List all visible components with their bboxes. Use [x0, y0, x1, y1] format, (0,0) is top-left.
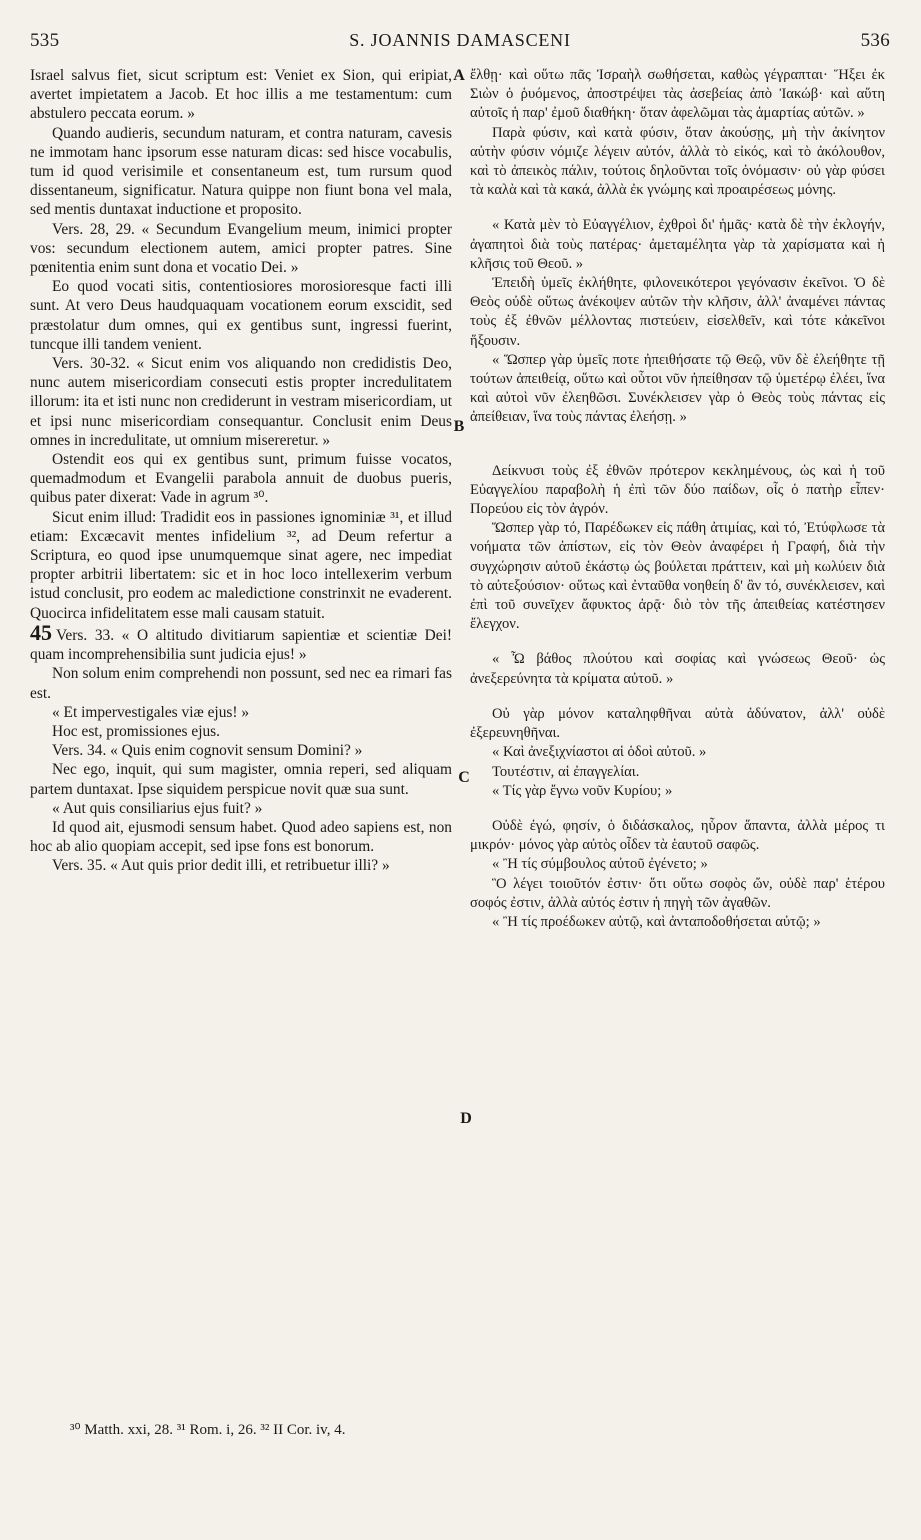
latin-paragraph: Non solum enim comprehendi non possunt, sed nec ea rimari fas est. [30, 665, 452, 702]
latin-paragraph: Vers. 30-32. « Sicut enim vos aliquando non credidistis Deo, nunc autem misericordiam consecuti estis propter incredulitatem illorum: ita et isti nunc non crediderunt in vestram misericordiam, ut et ipsi nunc misericordiam consequantur. Conclusit enim Deus omnes in incredulitate, ut omnium misereretur. » [30, 355, 452, 449]
latin-paragraph: « Et impervestigales viæ ejus! » [52, 703, 250, 721]
greek-paragraph: « Καὶ ἀνεξιχνίαστοι αἱ ὁδοὶ αὐτοῦ. » [492, 744, 707, 761]
greek-paragraph: Οὐδὲ ἐγώ, φησίν, ὁ διδάσκαλος, ηὗρον ἅπαντα, ἀλλὰ μέρος τι μικρόν· μόνος γὰρ αὐτὸς οἶδεν τὰ ἑαυτοῦ σαφῶς. [470, 817, 885, 854]
greek-paragraph: « Ἢ τίς προέδωκεν αὐτῷ, καὶ ἀνταποδοθήσεται αὐτῷ; » [492, 913, 821, 930]
section-letter-b: B [453, 418, 465, 435]
greek-paragraph: Ἐπειδὴ ὑμεῖς ἐκλήθητε, φιλονεικότεροι γεγόνασιν ἐκεῖνοι. Ὁ δὲ Θεὸς οὐδὲ οὕτως ἀνέκοψεν αὐτῶν τὴν κλῆσιν, ἀλλ' ἀναμένει πάντας τοὺς ἐξ ἐθνῶν μέλλοντας πιστεύειν, εἰσελθεῖν, καὶ τότε κἀκεῖνοι ἥξουσιν. [470, 275, 885, 349]
latin-paragraph: Hoc est, promissiones ejus. [52, 722, 220, 740]
footnotes: ³⁰ Matth. xxi, 28. ³¹ Rom. i, 26. ³² II Cor. iv, 4. [70, 1422, 346, 1438]
greek-paragraph: « Ἢ τίς σύμβουλος αὐτοῦ ἐγένετο; » [492, 856, 708, 873]
page-title: S. JOANNIS DAMASCENI [349, 30, 571, 50]
page-header [30, 30, 890, 60]
page-number-right: 536 [860, 30, 890, 51]
latin-paragraph-numbered [30, 619, 452, 664]
greek-paragraph: Παρὰ φύσιν, καὶ κατὰ φύσιν, ὅταν ἀκούσῃς, μὴ τὴν ἀκίνητον αὐτὴν φύσιν νόμιζε λέγειν αὐτόν, ἀλλὰ τὸ εἰκός, καὶ τὸ ἀκόλουθον, καὶ τὸ ἀπεικὸς πάλιν, τούτοις δηλοῦνται τοῖς ὀνόμασιν· οὐ γὰρ φύσει τὰ καλὰ καὶ τὰ κακά, ἀλλὰ ἐκ γνώμης καὶ προαιρέσεως μόνης. [470, 124, 885, 199]
greek-paragraph: Δείκνυσι τοὺς ἐξ ἐθνῶν πρότερον κεκλημένους, ὡς καὶ ἡ τοῦ Εὐαγγελίου παραβολὴ ἡ ἐπὶ τῶν δύο παίδων, οἷς ὁ πατὴρ εἶπεν· Πορεύου εἰς τὸν ἀγρόν. [470, 462, 885, 518]
latin-paragraph: Israel salvus fiet, sicut scriptum est: Veniet ex Sion, qui eripiat, avertet impietatem a Jacob. Et hoc illis a me testamentum: cum abstulero peccata eorum. » [30, 67, 452, 123]
page-number-left: 535 [30, 30, 60, 51]
latin-paragraph: Id quod ait, ejusmodi sensum habet. Quod adeo sapiens est, non hoc ab alio quopiam accepit, sed ipse fons est bonorum. [30, 818, 452, 856]
latin-column [30, 66, 452, 876]
latin-paragraph: Vers. 35. « Aut quis prior dedit illi, et retribuetur illi? » [52, 857, 390, 875]
latin-paragraph: Quando audieris, secundum naturam, et contra naturam, cavesis ne immotam hanc ipsorum esse naturam dicas: sed hisce vocabulis, tum id quod verisimile et consentaneum est, tum rursum quod dissentaneum, significatur. Natura quippe non fiunt bona vel mala, sed mentis duntaxat inductione et proposito. [30, 124, 452, 219]
latin-paragraph: Vers. 28, 29. « Secundum Evangelium meum, inimici propter vos: secundum electionem autem, amici propter patres. Sine pœnitentia enim sunt dona et vocatio Dei. » [30, 220, 452, 277]
latin-paragraph: Vers. 34. « Quis enim cognovit sensum Domini? » [52, 742, 363, 760]
greek-paragraph: « Τίς γὰρ ἔγνω νοῦν Κυρίου; » [492, 782, 673, 799]
latin-paragraph-text: Vers. 33. « O altitudo divitiarum sapientiæ et scientiæ Dei! quam incomprehensibilia sunt judicia ejus! » [30, 626, 452, 664]
greek-paragraph: Τουτέστιν, αἱ ἐπαγγελίαι. [492, 763, 640, 780]
latin-paragraph: Ostendit eos qui ex gentibus sunt, primum fuisse vocatos, quemadmodum et Evangelii parabola annuit de duobus pueris, quibus pater dixerat: Vade in agrum ³⁰. [30, 451, 452, 507]
latin-paragraph: Nec ego, inquit, qui sum magister, omnia reperi, sed aliquam partem duntaxat. Ipse siquidem perspicue novit quæ sua sunt. [30, 761, 452, 798]
section-letter-d: D [460, 1110, 472, 1127]
latin-paragraph: Eo quod vocati sitis, contentiosiores morosioresque facti illi sunt. At vero Deus haudquaquam vocationem eorum exscidit, sed præstolatur dum omnes, qui ex gentibus sunt, ingressi fuerint, tuncque illi tandem venient. [30, 278, 452, 353]
greek-paragraph: Ὥσπερ γὰρ τό, Παρέδωκεν εἰς πάθη ἀτιμίας, καὶ τό, Ἐτύφλωσε τὰ νοήματα τῶν ἀπίστων, εἰς τὸν Θεὸν ἀναφέρει ἡ Γραφή, διὰ τὴν συγχώρησιν αὐτοῦ ἑκάστῳ ὡς βούλεται πράττειν, καὶ μὴ κωλύειν διὰ τὸ αὐτεξούσιον· οὕτως καὶ ἐνταῦθα νοηθείη δ' ἂν τό, συνέκλεισεν, καὶ ἐπὶ τοῦ συνεῖχεν ἄφυκτος ἀρᾷ· διὸ τὸν τῆς ἀπειθείας κατέστησεν ἔλεγχον. [470, 520, 885, 633]
greek-column [470, 66, 885, 932]
greek-paragraph: « Ὦ βάθος πλούτου καὶ σοφίας καὶ γνώσεως Θεοῦ· ὡς ἀνεξερεύνητα τὰ κρίματα αὐτοῦ. » [470, 651, 885, 687]
greek-paragraph: Οὐ γὰρ μόνον καταληφθῆναι αὐτὰ ἀδύνατον, ἀλλ' οὐδὲ ἐξερευνηθῆναι. [470, 705, 885, 742]
greek-paragraph: Ὃ λέγει τοιοῦτόν ἐστιν· ὅτι οὕτω σοφὸς ὤν, οὐδὲ παρ' ἑτέρου σοφός ἐστιν, ἀλλὰ αὐτός ἐστιν ἡ πηγὴ τῶν ἀγαθῶν. [470, 875, 885, 911]
latin-paragraph: Sicut enim illud: Tradidit eos in passiones ignominiæ ³¹, et illud etiam: Excæcavit mentes infidelium ³², ad Deum refertur a Scriptura, eo quod ipse unumquemque sinat agere, nec impediat propter arbitrii libertatem: sic et in hoc loco intellexerim verbum istud conclusit, pro eodem ac maledictione constrinxit ne evaderent. Quocirca infidelitatem esse mali causam statuit. [30, 508, 452, 622]
section-letter-c: C [458, 769, 470, 786]
greek-paragraph: ἔλθῃ· καὶ οὕτω πᾶς Ἰσραὴλ σωθήσεται, καθὼς γέγραπται· Ἥξει ἐκ Σιὼν ὁ ῥυόμενος, ἀποστρέψει τὰς ἀσεβείας ἀπὸ Ἰακώβ· καὶ αὕτη αὐτοῖς ἡ παρ' ἐμοῦ διαθήκη· ὅταν ἀφελῶμαι τὰς ἁμαρτίας αὐτῶν. » [470, 67, 885, 122]
column-number: 45 [30, 619, 52, 645]
latin-paragraph: « Aut quis consiliarius ejus fuit? » [52, 799, 263, 817]
section-letter-a: A [453, 67, 465, 84]
greek-paragraph: « Ὥσπερ γὰρ ὑμεῖς ποτε ἠπειθήσατε τῷ Θεῷ, νῦν δὲ ἐλεήθητε τῇ τούτων ἀπειθείᾳ, οὕτω καὶ οὗτοι νῦν ἠπείθησαν τῷ ὑμετέρῳ ἐλέει, ἵνα καὶ αὐτοὶ νῦν ἐλεηθῶσι. Συνέκλεισεν γὰρ ὁ Θεὸς τοὺς πάντας εἰς ἀπείθειαν, ἵνα τοὺς πάντας ἐλεήσῃ. » [470, 351, 885, 426]
greek-paragraph: « Κατὰ μὲν τὸ Εὐαγγέλιον, ἐχθροὶ δι' ἡμᾶς· κατὰ δὲ τὴν ἐκλογήν, ἀγαπητοὶ διὰ τοὺς πατέρας· ἀμεταμέλητα γὰρ τὰ χαρίσματα καὶ ἡ κλῆσις τοῦ Θεοῦ. » [470, 217, 885, 272]
